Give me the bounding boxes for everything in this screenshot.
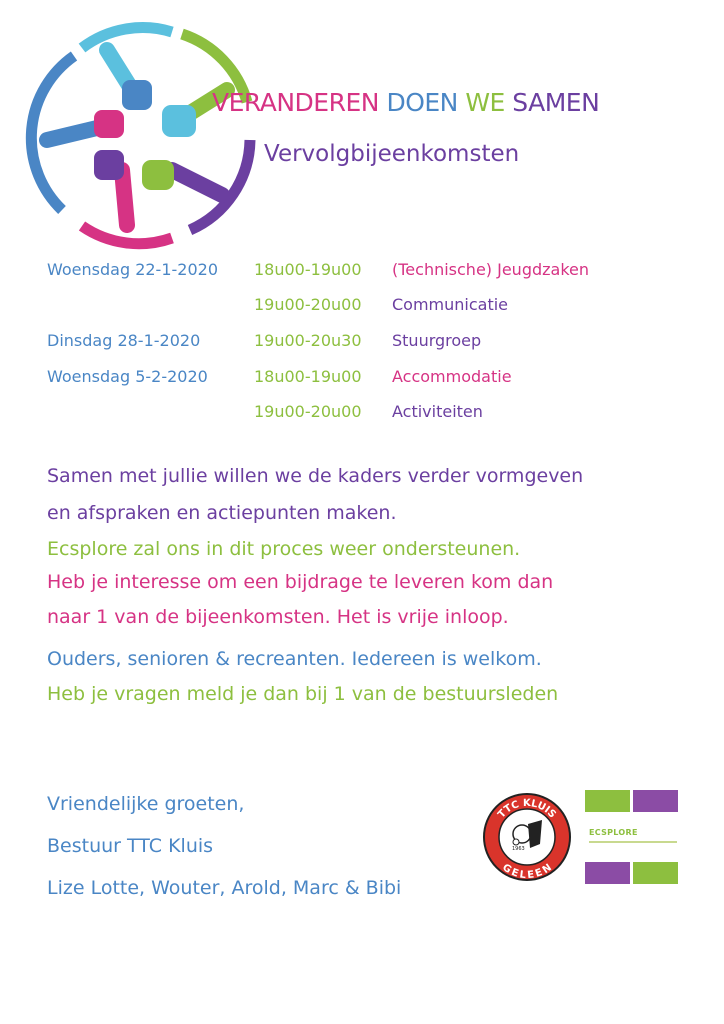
schedule-date: Woensdag 22-1-2020: [47, 260, 218, 279]
body-text-line: naar 1 van de bijeenkomsten. Het is vrije inloop.: [47, 606, 509, 628]
title-word-we: WE: [465, 88, 505, 117]
schedule-topic: Stuurgroep: [392, 331, 482, 350]
schedule-topic: Communicatie: [392, 295, 509, 314]
signature-names: Lize Lotte, Wouter, Arold, Marc & Bibi: [47, 877, 402, 899]
title-word-veranderen: VERANDEREN: [212, 88, 379, 117]
schedule-time: 19u00-20u00: [254, 402, 362, 421]
ttc-kluis-logo: [482, 792, 572, 882]
schedule-time: 18u00-19u00: [254, 260, 362, 279]
title-word-samen: SAMEN: [512, 88, 600, 117]
ecsplore-logo-text: ECSPLORE: [589, 828, 638, 837]
page-title: [212, 88, 599, 117]
schedule-time: 19u00-20u00: [254, 295, 362, 314]
signature-greeting: Vriendelijke groeten,: [47, 793, 245, 815]
schedule-date: Woensdag 5-2-2020: [47, 367, 208, 386]
subtitle: Vervolgbijeenkomsten: [264, 141, 520, 167]
body-text-line: Ecsplore zal ons in dit proces weer ondersteunen.: [47, 538, 521, 560]
schedule-topic: Activiteiten: [392, 402, 483, 421]
ttc-logo-year: 1963: [512, 846, 525, 852]
schedule-topic: Accommodatie: [392, 367, 512, 386]
schedule-time: 19u00-20u30: [254, 331, 362, 350]
signature-org: Bestuur TTC Kluis: [47, 835, 214, 857]
ecsplore-logo: [585, 790, 680, 885]
schedule-topic: (Technische) Jeugdzaken: [392, 260, 590, 279]
schedule-date: Dinsdag 28-1-2020: [47, 331, 201, 350]
hands-circle-logo: [22, 20, 258, 250]
ttc-logo-top-text: TTC KLUIS: [496, 797, 558, 821]
body-text-line: Heb je interesse om een bijdrage te leveren kom dan: [47, 571, 554, 593]
schedule-time: 18u00-19u00: [254, 367, 362, 386]
body-text-line: en afspraken en actiepunten maken.: [47, 502, 397, 524]
title-word-doen: DOEN: [386, 88, 458, 117]
body-text-line: Heb je vragen meld je dan bij 1 van de bestuursleden: [47, 683, 559, 705]
body-text-line: Samen met jullie willen we de kaders verder vormgeven: [47, 465, 584, 487]
body-text-line: Ouders, senioren & recreanten. Iedereen is welkom.: [47, 648, 542, 670]
ttc-logo-bottom-text: GELEEN: [500, 862, 554, 882]
